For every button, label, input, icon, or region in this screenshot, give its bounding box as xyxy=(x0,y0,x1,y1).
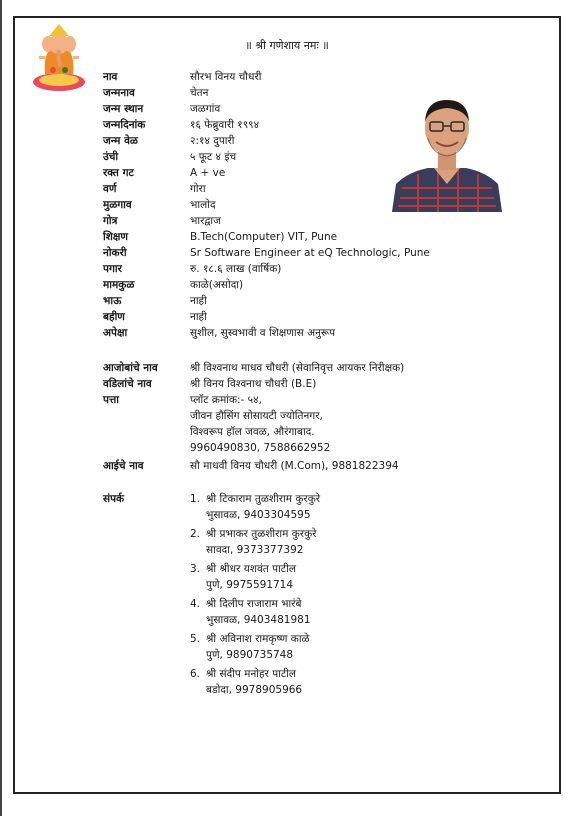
contact-detail: भुसावळ, 9403481981 xyxy=(206,614,311,626)
contact-item xyxy=(190,631,320,647)
detail-value: सौरभ विनय चौधरी xyxy=(190,71,262,83)
detail-row-education xyxy=(15,229,559,245)
detail-row-occupation xyxy=(15,245,559,261)
contact-detail: भुसावळ, 9403304595 xyxy=(206,509,311,521)
detail-row-complexion xyxy=(15,181,559,197)
contact-name: श्री संदीप मनोहर पाटील xyxy=(206,668,297,680)
mother-label: आईचे नाव xyxy=(103,460,144,472)
contact-number: 2. xyxy=(190,528,201,540)
detail-value: Sr Software Engineer at eQ Technologic, Pune xyxy=(190,247,430,259)
address-phone: 9960490830, 7588662952 xyxy=(190,442,331,454)
detail-value: जळगांव xyxy=(190,103,221,115)
detail-row-blood-group xyxy=(15,165,559,181)
contact-name: श्री प्रभाकर तुळशीराम कुरकुरे xyxy=(206,528,317,540)
detail-value: नाही xyxy=(190,295,207,307)
detail-row-birth-time xyxy=(15,133,559,149)
contact-name: श्री टिकाराम तुळशीराम कुरकुरे xyxy=(206,493,321,505)
detail-row-gotra xyxy=(15,213,559,229)
father-label: वडिलांचे नाव xyxy=(103,378,152,390)
detail-row-maternal-family xyxy=(15,277,559,293)
detail-label: भाऊ xyxy=(103,295,122,307)
contact-name: श्री अविनाश रामकृष्ण काळे xyxy=(206,633,310,645)
detail-label: शिक्षण xyxy=(103,231,128,243)
detail-label: जन्म स्थान xyxy=(103,103,144,115)
address-label: पत्ता xyxy=(103,394,119,406)
detail-row-salary xyxy=(15,261,559,277)
detail-label: जन्म वेळ xyxy=(103,135,138,147)
detail-label: नाव xyxy=(103,71,118,83)
detail-value: भालोद xyxy=(190,199,216,211)
contact-detail: बडोदा, 9978905966 xyxy=(206,684,303,696)
contact-item xyxy=(190,491,320,507)
grandfather-row xyxy=(15,360,559,376)
grandfather-value: श्री विश्वनाथ माधव चौधरी (सेवानिवृत्त आयकर निरीक्षक) xyxy=(190,362,405,374)
detail-row-height xyxy=(15,149,559,165)
detail-row-sister xyxy=(15,309,559,325)
biodata-page xyxy=(13,16,561,794)
detail-row-birth-date xyxy=(15,117,559,133)
mother-row xyxy=(15,458,559,474)
contact-item xyxy=(190,666,320,682)
contacts-list xyxy=(190,491,320,698)
detail-label: बहीण xyxy=(103,311,125,323)
detail-value: काळे(असोदा) xyxy=(190,279,244,291)
detail-label: मुळगाव xyxy=(103,199,132,211)
detail-value: १६ फेब्रुवारी १९९४ xyxy=(190,119,260,131)
detail-row-name xyxy=(15,69,559,85)
detail-label: पगार xyxy=(103,263,122,275)
detail-row-expectations xyxy=(15,325,559,341)
detail-label: जन्मदिनांक xyxy=(103,119,146,131)
detail-row-birth-place xyxy=(15,101,559,117)
contact-number: 6. xyxy=(190,668,201,680)
father-value: श्री विनय विश्वनाथ चौधरी (B.E) xyxy=(190,378,317,390)
page-title: ॥ श्री गणेशाय नमः ॥ xyxy=(245,39,329,52)
detail-label: उंची xyxy=(103,151,119,163)
contact-number: 3. xyxy=(190,563,201,575)
detail-value: A + ve xyxy=(190,167,226,179)
detail-value: २:१४ दुपारी xyxy=(190,135,235,147)
contact-detail: पुणे, 9975591714 xyxy=(206,579,294,591)
contact-name: श्री श्रीधर यशवंत पाटील xyxy=(206,563,296,575)
detail-label: अपेक्षा xyxy=(103,327,128,339)
contact-detail: पुणे, 9890735748 xyxy=(206,649,294,661)
contact-number: 5. xyxy=(190,633,201,645)
detail-value: सुशील, सुस्वभावी व शिक्षणास अनुरूप xyxy=(190,327,336,339)
detail-label: जन्मनाव xyxy=(103,87,135,99)
detail-value: रु. १८.६ लाख (वार्षिक) xyxy=(190,263,282,275)
address-line: जीवन हौसिंग सोसायटी ज्योतिनगर, xyxy=(190,410,323,422)
detail-row-brother xyxy=(15,293,559,309)
contact-name: श्री दिलीप राजाराम भारंबे xyxy=(206,598,302,610)
detail-label: गोत्र xyxy=(103,215,118,227)
detail-value: ५ फूट ४ इंच xyxy=(190,151,237,163)
detail-row-birth-name xyxy=(15,85,559,101)
address-line: विश्वरूप हॉल जवळ, औरंगाबाद. xyxy=(190,426,315,438)
contact-detail: सावदा, 9373377392 xyxy=(206,544,304,556)
contact-number: 4. xyxy=(190,598,201,610)
mother-value: सौ माधवी विनय चौधरी (M.Com), 9881822394 xyxy=(190,460,399,472)
detail-row-native-place xyxy=(15,197,559,213)
grandfather-label: आजोबांचे नाव xyxy=(103,362,158,374)
father-row xyxy=(15,376,559,392)
address-block xyxy=(190,392,330,456)
detail-label: नोकरी xyxy=(103,247,127,259)
contact-item xyxy=(190,526,320,542)
contacts-label: संपर्क xyxy=(103,493,125,505)
detail-value: चेतन xyxy=(190,87,209,99)
contact-item xyxy=(190,596,320,612)
left-edge-line xyxy=(0,0,2,816)
detail-label: रक्त गट xyxy=(103,167,134,179)
detail-value: नाही xyxy=(190,311,207,323)
address-line: प्लॉट क्रमांक:- ५४, xyxy=(190,394,262,406)
detail-value: गोरा xyxy=(190,183,206,195)
contact-number: 1. xyxy=(190,493,201,505)
detail-value: B.Tech(Computer) VIT, Pune xyxy=(190,231,338,243)
detail-label: मामकुळ xyxy=(103,279,135,291)
detail-label: वर्ण xyxy=(103,183,117,195)
contact-item xyxy=(190,561,320,577)
detail-value: भारद्वाज xyxy=(190,215,221,227)
